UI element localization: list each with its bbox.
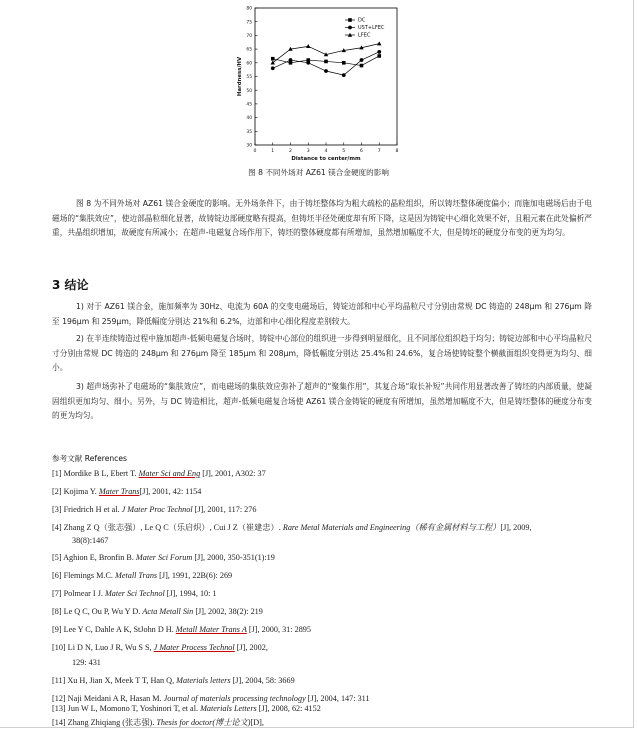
y-tick-label: 80 xyxy=(246,6,252,12)
legend-marker xyxy=(348,26,352,30)
reference-5: [5] Aghion E, Bronfin B. Mater Sci Forum [J], 2000, 350-351(1):19 xyxy=(52,553,275,562)
reference-12: [12] Naji Meidani A R, Hasan M. Journal of materials processing technology [J], 2004, 147: 311 xyxy=(52,694,370,703)
conclusion-3: 3) 超声场弥补了电磁场的“集肤效应”，而电磁场的集肤效应弥补了超声的“聚集作用”，其复合场“取长补短”共同作用显著改善了铸坯的内部质量，使凝固组织更加均匀、细小。另外，与 DC 铸造相比，超声-低频电磁复合场使 AZ61 镁合金铸锭的硬度有所增加，虽然增加幅度不大，但是铸坯整体的硬度分布变的更为均匀。 xyxy=(52,382,592,421)
reference-1: [1] Mordike B L, Ebert T. Mater Sci and Eng [J], 2001, A302: 37 xyxy=(52,469,266,478)
chart-marks xyxy=(271,18,385,77)
hardness-line-chart xyxy=(222,2,422,164)
y-tick-label: 35 xyxy=(246,129,252,135)
data-point xyxy=(289,58,293,62)
reference-13: [13] Jun W L, Momono T, Yoshinori T, et al. Materials Letters [J], 2008, 62: 4152 xyxy=(52,704,321,713)
reference-10: [10] Li D N, Luo J R, Wu S S, J Mater Process Technol [J], 2002, xyxy=(52,643,268,652)
reference-3: [3] Friedrich H et al. J Mater Proc Technol [J], 2001, 117: 276 xyxy=(52,505,257,514)
y-axis-label: Hardness/HV xyxy=(237,56,243,97)
y-tick-label: 50 xyxy=(246,88,252,94)
data-point xyxy=(306,44,310,48)
legend-entry: UST+LFEC xyxy=(358,25,385,32)
y-tick-label: 40 xyxy=(246,116,252,122)
x-tick-label: 6 xyxy=(360,149,363,154)
data-point xyxy=(360,64,364,68)
data-point xyxy=(271,61,275,65)
x-tick-label: 7 xyxy=(377,149,381,154)
reference-7: [7] Polmear I J. Mater Sci Technol [J], 1994, 10: 1 xyxy=(52,589,217,598)
section-title: 3 结论 xyxy=(52,278,89,292)
x-axis-label: Distance to center/mm xyxy=(291,156,361,162)
data-point xyxy=(324,60,328,64)
legend-entry: DC xyxy=(358,17,366,24)
data-point xyxy=(360,58,364,62)
data-point xyxy=(342,73,346,77)
x-tick-label: 2 xyxy=(289,149,292,154)
x-tick-label: 0 xyxy=(253,149,257,154)
reference-2: [2] Kojima Y. Mater Trans[J], 2001, 42: 1154 xyxy=(52,487,202,496)
chart-legend xyxy=(345,18,385,39)
data-point xyxy=(342,61,346,65)
data-point xyxy=(377,41,381,45)
reference-4: [4] Zhang Z Q（张志强）, Le Q C（乐启炽）, Cui J Z（崔建忠）. Rare Metal Materials and Engineering（稀有金属材料与工程）[J], 2009, xyxy=(52,523,532,532)
data-point xyxy=(306,61,310,65)
data-point xyxy=(271,57,275,61)
reference-6: [6] Flemings M.C. Metall Trans [J], 1991, 22B(6): 269 xyxy=(52,571,233,580)
discussion-paragraph: 图 8 为不同外场对 AZ61 镁合金硬度的影响。无外场条件下，由于铸坯整体均为粗大疏松的晶粒组织，所以铸坯整体硬度偏小；而施加电磁场后由于电磁场的“集肤效应”，使边部晶粒细化显著，故铸锭边部硬度略有提高，但铸坯半径处硬度却有所下降，这是因为铸锭中心细化效果不好，且粗元素在此处偏析严重，共晶组织增加，故硬度有所减小；在超声-电磁复合场作用下，铸坯的整体硬度都有所增加，虽然增加幅度不大，但是铸坯的硬度分布变的更为均匀。 xyxy=(52,199,592,238)
data-point xyxy=(324,69,328,73)
y-tick-label: 55 xyxy=(246,75,252,81)
y-tick-label: 60 xyxy=(246,61,252,67)
x-tick-label: 4 xyxy=(324,149,328,154)
conclusion-1: 1) 对于 AZ61 镁合金，施加频率为 30Hz、电流为 60A 的交变电磁场后，铸锭边部和中心平均晶粒尺寸分别由常规 DC 铸造的 248μm 和 276μm 降至 196μm 和 259μm，降低幅度分别达 21%和 6.2%，边部和中心细化程度差别较大。 xyxy=(52,302,592,326)
reference-4-continued: 38(8):1467 xyxy=(72,536,109,545)
x-tick-label: 8 xyxy=(395,149,399,154)
legend-entry: LFEC xyxy=(358,32,371,39)
y-tick-label: 65 xyxy=(246,47,252,53)
references-title: 参考文献 References xyxy=(52,454,127,463)
y-tick-label: 70 xyxy=(246,34,252,39)
reference-8: [8] Le Q C, Ou P, Wu Y D. Acta Metall Sin [J], 2002, 38(2): 219 xyxy=(52,607,263,616)
y-tick-label: 30 xyxy=(246,143,252,149)
x-tick-label: 1 xyxy=(271,149,275,154)
legend-marker xyxy=(348,18,352,22)
x-tick-label: 3 xyxy=(306,149,310,154)
data-point xyxy=(377,50,381,54)
x-tick-label: 5 xyxy=(342,149,346,154)
reference-9: [9] Lee Y C, Dahle A K, StJohn D H. Metall Mater Trans A [J], 2000, 31: 2895 xyxy=(52,625,311,634)
reference-14: [14] Zhang Zhiqiang (张志强). Thesis for doctor(博士论文)[D], xyxy=(52,718,264,727)
figure-caption: 图 8 不同外场对 AZ61 镁合金硬度的影响 xyxy=(248,168,389,177)
conclusion-2: 2) 在半连续铸造过程中施加超声-低频电磁复合场时，铸锭中心部位的组织进一步得到明显细化，且不同部位组织趋于均匀；铸锭边部和中心平均晶粒尺寸分别由常规 DC 铸造的 248μm 和 276μm 降至 185μm 和 208μm，降低幅度分别达 25.4%和 24.6%，复合场使铸锭整个横截面组织变得更为均匀、细小。 xyxy=(52,334,592,373)
data-point xyxy=(377,54,381,58)
y-tick-label: 45 xyxy=(246,102,252,108)
reference-10-continued: 129: 431 xyxy=(72,658,101,667)
y-tick-label: 75 xyxy=(246,20,252,26)
data-point xyxy=(271,66,275,70)
reference-11: [11] Xu H, Jian X, Meek T T, Han Q, Materials letters [J], 2004, 58: 3669 xyxy=(52,676,295,685)
